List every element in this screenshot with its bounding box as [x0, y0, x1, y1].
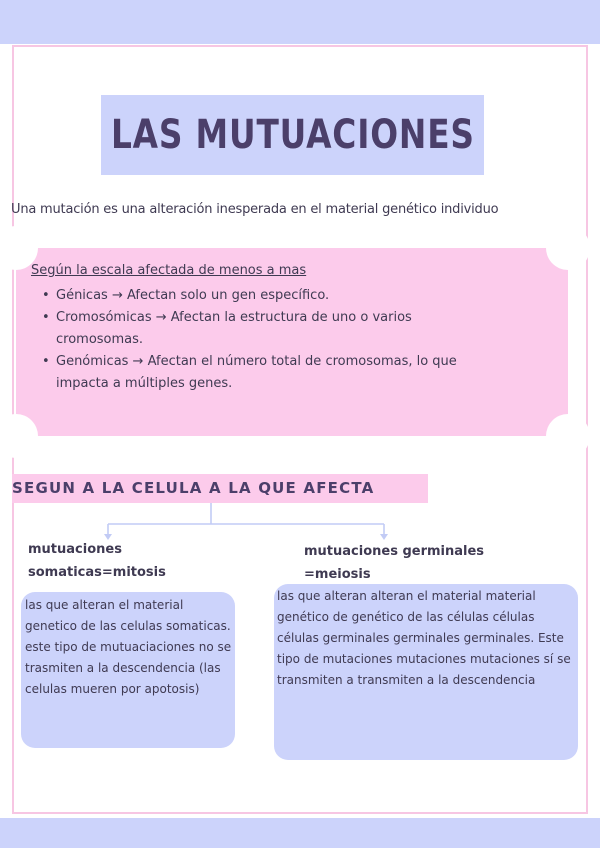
scale-heading: Según la escala afectada de menos a mas	[31, 263, 307, 278]
list-item: • Genómicas → Afectan el número total de cromosomas, lo que impacta a múltiples genes.	[42, 351, 482, 395]
somatic-card	[21, 592, 235, 748]
branch-connector	[98, 503, 398, 543]
list-item: • Génicas → Afectan solo un gen específico.	[42, 285, 482, 307]
section-banner	[12, 474, 428, 503]
germinal-card	[274, 584, 578, 760]
list-item: • Cromosómicas → Afectan la estructura de uno o varios cromosomas.	[42, 307, 482, 351]
section-title: SEGUN A LA CELULA A LA QUE AFECTA	[12, 479, 375, 497]
somatic-title: mutuaciones somaticas=mitosis	[28, 542, 166, 580]
germinal-title: mutuaciones germinales =meiosis	[304, 544, 485, 582]
intro-text: Una mutación es una alteración inesperada en el material genético individuo	[11, 202, 499, 217]
scale-list	[42, 285, 482, 395]
scale-panel	[16, 248, 568, 436]
somatic-text: las que alteran el material genetico de las celulas somaticas. este tipo de mutuaciaciones no se trasmiten a la descendencia (las celulas mueren por apotosis)	[25, 598, 232, 696]
title-banner	[101, 95, 484, 175]
page-title: LAS MUTUACIONES	[110, 112, 475, 158]
top-band	[0, 0, 600, 44]
germinal-text: las que alteran alteran el material material genético de genético de las células células células germinales germinales germinales. Este tipo de mutaciones mutaciones mutaciones sí se transmiten a transmiten a la descendencia	[277, 589, 571, 687]
bottom-band	[0, 818, 600, 848]
